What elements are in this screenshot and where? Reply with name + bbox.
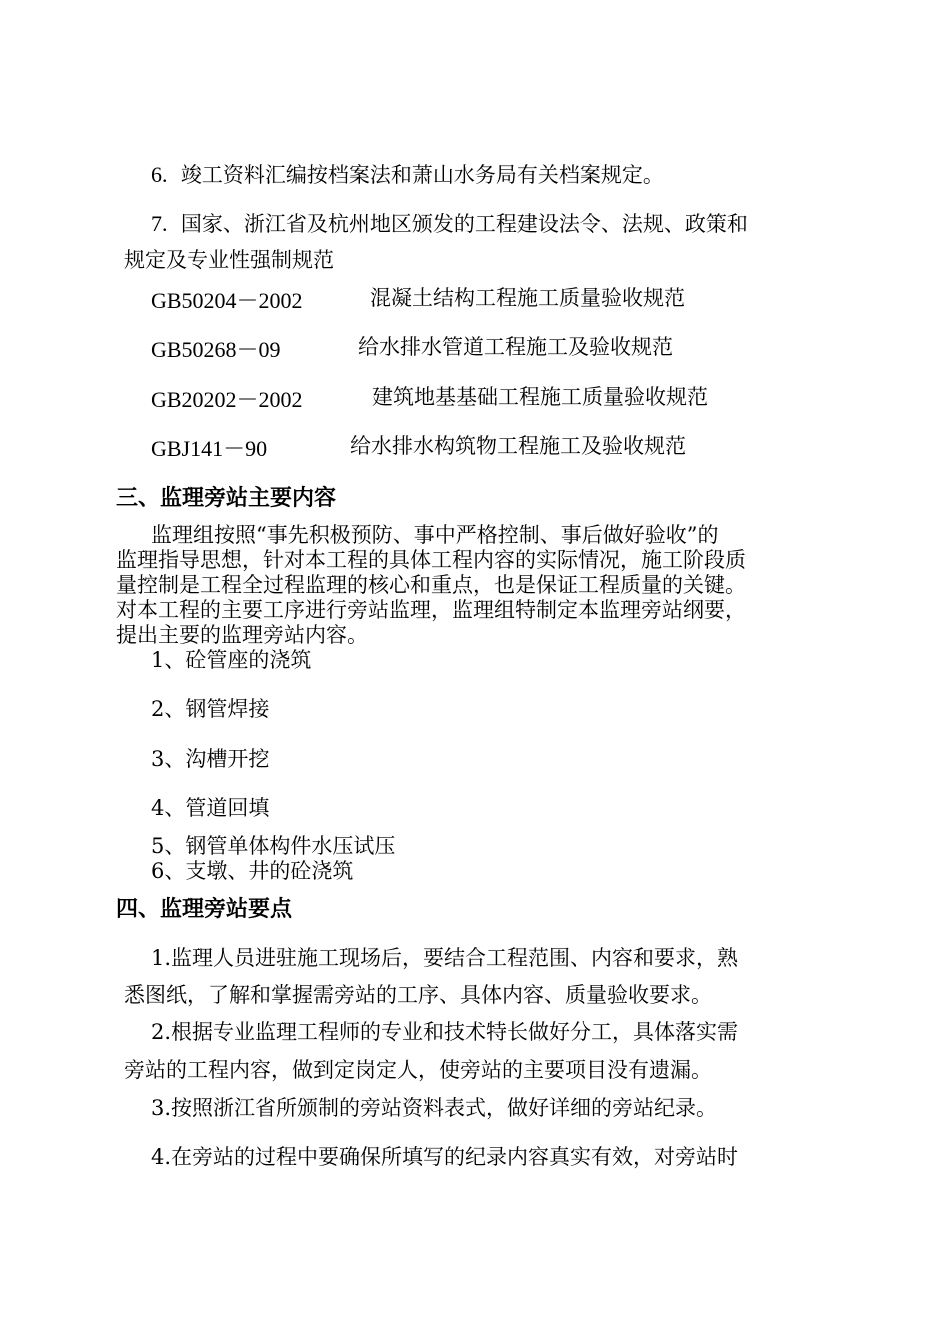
- section-4-paragraph-2-line-1: 2.根据专业监理工程师的专业和技术特长做好分工，具体落实需: [151, 1020, 739, 1044]
- section-3-paragraph-line: 对本工程的主要工序进行旁站监理，监理组特制定本监理旁站纲要，: [116, 598, 746, 622]
- list-item: 1、砼管座的浇筑: [151, 648, 312, 672]
- item-6-number: 6.: [151, 162, 168, 187]
- standard-code: GB50204－2002: [151, 288, 303, 313]
- item-7-text-1: 国家、浙江省及杭州地区颁发的工程建设法令、法规、政策和: [180, 212, 748, 236]
- list-item: 4、管道回填: [151, 796, 270, 820]
- standard-name: 给水排水构筑物工程施工及验收规范: [350, 434, 686, 458]
- standard-name: 给水排水管道工程施工及验收规范: [358, 335, 673, 359]
- standard-name: 混凝土结构工程施工质量验收规范: [370, 286, 685, 310]
- list-item: 2、钢管焊接: [151, 697, 270, 721]
- standard-code: GB20202－2002: [151, 387, 303, 412]
- section-4-heading: 四、监理旁站要点: [116, 897, 293, 922]
- section-4-paragraph-3: 3.按照浙江省所颁制的旁站资料表式，做好详细的旁站纪录。: [151, 1096, 718, 1120]
- section-3-paragraph-line: 量控制是工程全过程监理的核心和重点，也是保证工程质量的关键。: [116, 573, 746, 597]
- section-4-paragraph-4: 4.在旁站的过程中要确保所填写的纪录内容真实有效，对旁站时: [151, 1145, 739, 1169]
- item-7-line-1: [151, 213, 748, 235]
- section-3-paragraph-line: 监理组按照“事先积极预防、事中严格控制、事后做好验收”的: [151, 523, 719, 547]
- section-4-paragraph-1-line-1: 1.监理人员进驻施工现场后，要结合工程范围、内容和要求，熟: [151, 946, 739, 970]
- standard-code: GBJ141－90: [151, 436, 268, 461]
- list-item: 6、支墩、井的砼浇筑: [151, 859, 354, 883]
- standard-code: GB50268－09: [151, 337, 281, 362]
- section-3-paragraph-line: 监理指导思想，针对本工程的具体工程内容的实际情况，施工阶段质: [116, 548, 746, 572]
- item-7-number: 7.: [151, 211, 168, 236]
- item-6-text: 竣工资料汇编按档案法和萧山水务局有关档案规定。: [180, 163, 664, 187]
- item-6: [151, 164, 664, 186]
- section-4-paragraph-1-line-2: 悉图纸，了解和掌握需旁站的工序、具体内容、质量验收要求。: [124, 983, 712, 1007]
- standard-name: 建筑地基基础工程施工质量验收规范: [372, 385, 708, 409]
- section-3-paragraph-line: 提出主要的监理旁站内容。: [116, 623, 368, 647]
- list-item: 5、钢管单体构件水压试压: [151, 834, 396, 858]
- item-7-line-2: 规定及专业性强制规范: [124, 248, 334, 272]
- list-item: 3、沟槽开挖: [151, 747, 270, 771]
- section-4-paragraph-2-line-2: 旁站的工程内容，做到定岗定人，使旁站的主要项目没有遗漏。: [124, 1058, 712, 1082]
- section-3-heading: 三、监理旁站主要内容: [116, 486, 337, 511]
